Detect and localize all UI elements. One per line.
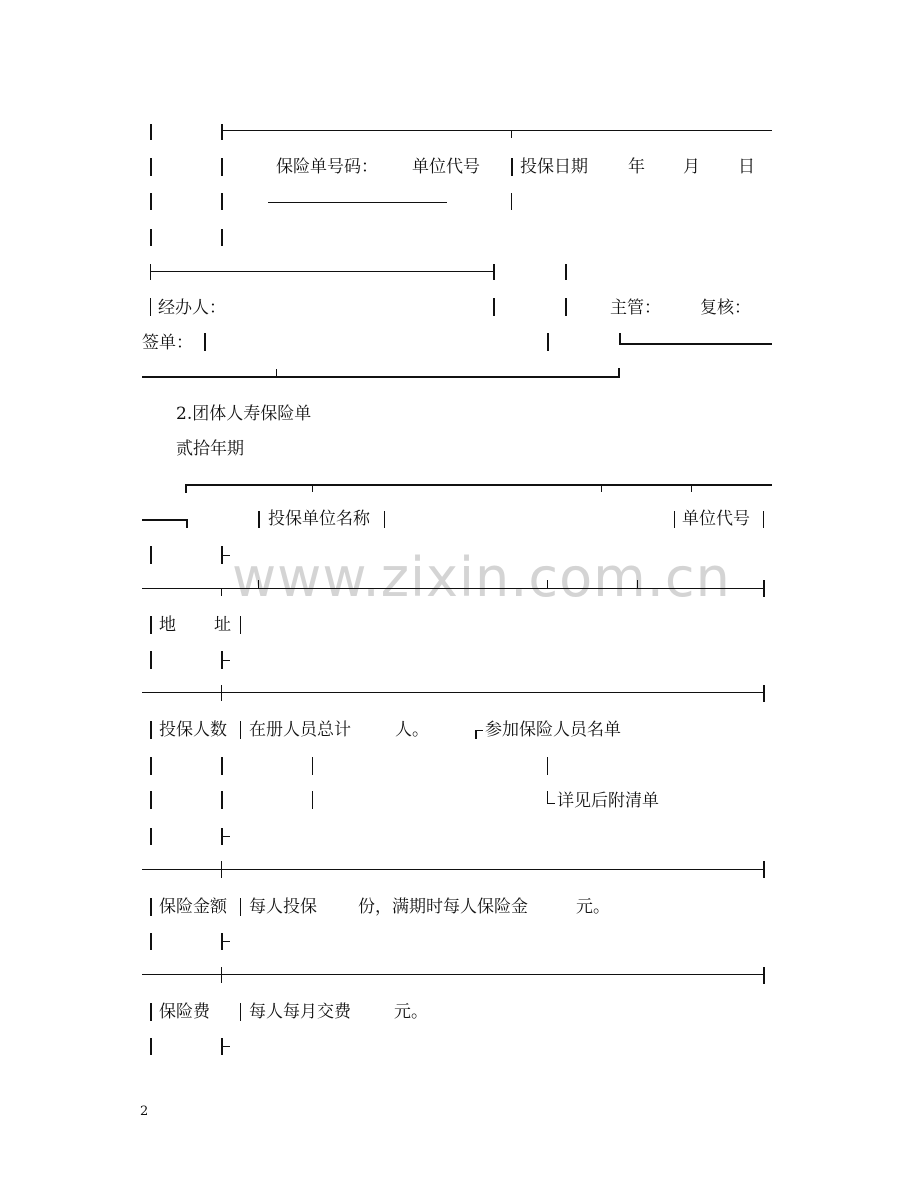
- person-unit-text: 人。: [395, 720, 429, 740]
- form-line: [150, 546, 152, 564]
- form-line: [221, 124, 223, 140]
- sum-insured-label: 保险金额: [159, 897, 227, 917]
- form-line: [142, 588, 763, 589]
- form-line: [511, 130, 512, 138]
- form-line: [547, 333, 549, 351]
- form-line: [493, 264, 495, 280]
- form-line: [475, 730, 477, 739]
- form-line: [547, 791, 548, 803]
- unit-code-label-2: 单位代号: [682, 509, 750, 529]
- form-line: [763, 580, 765, 597]
- form-line: [763, 685, 765, 702]
- form-line: [312, 791, 313, 809]
- supervisor-label: 主管：: [610, 298, 661, 318]
- form-line: [150, 933, 152, 950]
- form-line: [150, 158, 152, 176]
- form-line: [204, 333, 206, 351]
- form-line: [221, 158, 223, 176]
- form-line: [150, 828, 152, 845]
- see-attached-text: 详见后附清单: [557, 791, 659, 811]
- sum-text-a: 每人投保: [249, 897, 317, 917]
- form-line: [142, 376, 620, 378]
- form-line: [150, 721, 152, 739]
- form-line: [258, 580, 259, 588]
- form-line: [150, 264, 151, 280]
- form-line: [547, 757, 548, 775]
- address-label-part1: 地: [159, 615, 176, 635]
- form-line: [763, 511, 764, 528]
- form-line: [221, 836, 230, 837]
- form-line: [637, 580, 638, 588]
- form-line: [221, 555, 230, 556]
- registered-total-text: 在册人员总计: [249, 720, 351, 740]
- section-heading: 2.团体人寿保险单: [176, 404, 312, 424]
- form-line: [150, 1003, 152, 1021]
- premium-text-b: 元。: [394, 1002, 428, 1022]
- form-line: [221, 193, 223, 210]
- insurer-name-label: 投保单位名称: [268, 509, 370, 529]
- form-line: [150, 229, 152, 246]
- form-line: [493, 298, 495, 316]
- form-line: [150, 298, 151, 316]
- form-line: [384, 511, 385, 528]
- form-line: [763, 861, 765, 878]
- form-line: [691, 484, 692, 492]
- sum-text-b: 份，满期时每人保险金: [358, 897, 528, 917]
- participant-list-text: 参加保险人员名单: [485, 720, 621, 740]
- form-line: [565, 264, 567, 280]
- form-line: [221, 685, 222, 701]
- form-line: [221, 588, 222, 596]
- form-line: [221, 130, 772, 131]
- address-label-part2: 址: [214, 615, 231, 635]
- form-line: [221, 660, 230, 661]
- form-line: [240, 616, 241, 634]
- form-line: [240, 898, 241, 916]
- form-line: [150, 124, 152, 140]
- form-line: [150, 1038, 152, 1055]
- sign-label: 签单：: [142, 333, 193, 353]
- form-line: [547, 580, 548, 588]
- form-line: [547, 803, 555, 804]
- form-line: [150, 791, 152, 809]
- watermark: www.zixin.com.cn: [232, 546, 731, 609]
- form-line: [185, 484, 187, 493]
- form-line: [618, 368, 620, 377]
- policy-number-label: 保险单号码：: [276, 157, 378, 177]
- form-line: [475, 730, 483, 731]
- section-subheading: 贰拾年期: [176, 439, 244, 459]
- premium-label: 保险费: [159, 1002, 210, 1022]
- form-line: [150, 271, 493, 272]
- form-line: [240, 1003, 241, 1021]
- form-line: [276, 369, 277, 377]
- form-line: [619, 343, 772, 345]
- form-line: [150, 757, 152, 775]
- form-line: [142, 869, 763, 870]
- headcount-label: 投保人数: [159, 720, 227, 740]
- form-line: [221, 861, 222, 878]
- form-line: [150, 651, 152, 669]
- form-line: [150, 898, 152, 916]
- form-line: [150, 193, 152, 210]
- unit-code-label: 单位代号: [412, 157, 480, 177]
- form-line: [142, 519, 187, 521]
- month-label: 月: [683, 157, 700, 177]
- year-label: 年: [628, 157, 645, 177]
- form-line: [142, 692, 763, 693]
- sum-text-c: 元。: [576, 897, 610, 917]
- form-line: [511, 158, 513, 176]
- form-line: [150, 616, 152, 634]
- form-line: [221, 791, 223, 809]
- form-line: [221, 967, 222, 983]
- form-line: [601, 484, 602, 492]
- form-line: [221, 229, 223, 246]
- form-line: [312, 757, 313, 775]
- form-line: [258, 511, 260, 528]
- form-line: [312, 484, 313, 492]
- form-line: [763, 967, 765, 984]
- form-line: [674, 511, 675, 528]
- insure-date-label: 投保日期: [520, 157, 588, 177]
- form-line: [221, 941, 230, 942]
- form-line: [186, 484, 772, 486]
- premium-text-a: 每人每月交费: [249, 1002, 351, 1022]
- form-line: [511, 193, 512, 210]
- form-line: [221, 1046, 230, 1047]
- form-line: [221, 757, 223, 775]
- form-line: [565, 298, 567, 316]
- form-line: [240, 721, 241, 739]
- form-line: [186, 519, 188, 528]
- review-label: 复核：: [700, 298, 751, 318]
- blank-line: [268, 202, 447, 203]
- page-number: 2: [140, 1104, 149, 1119]
- handler-label: 经办人：: [158, 298, 226, 318]
- form-line: [142, 974, 763, 975]
- day-label: 日: [738, 157, 755, 177]
